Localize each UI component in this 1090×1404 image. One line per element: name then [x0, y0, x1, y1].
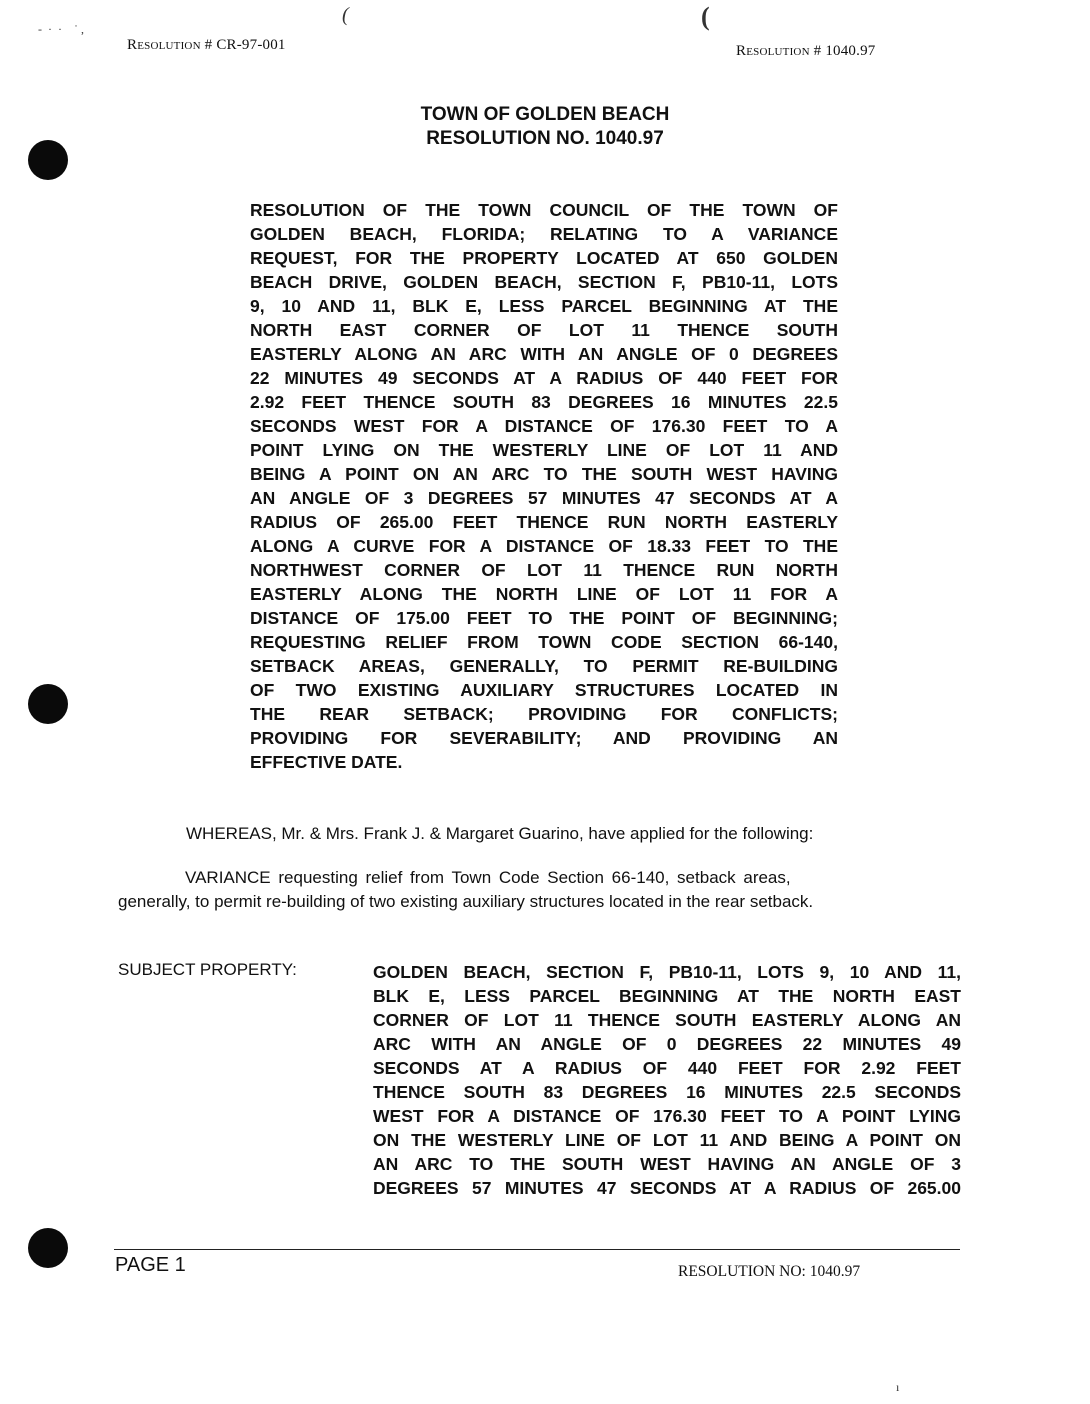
variance-line-2: generally, to permit re-building of two existing auxiliary structures located in the rear setback. [118, 892, 814, 911]
caption-line: THE REAR SETBACK; PROVIDING FOR CONFLICTS; [250, 704, 838, 724]
caption-line: BEING A POINT ON AN ARC TO THE SOUTH WEST HAVING [250, 464, 838, 484]
document-title [330, 103, 760, 151]
caption-line: 9, 10 AND 11, BLK E, LESS PARCEL BEGINNING AT THE [250, 296, 838, 316]
caption-line: EASTERLY ALONG THE NORTH LINE OF LOT 11 FOR A [250, 584, 838, 604]
caption-line: SECONDS WEST FOR A DISTANCE OF 176.30 FEET TO A [250, 416, 838, 436]
caption-line: SETBACK AREAS, GENERALLY, TO PERMIT RE-BUILDING [250, 656, 838, 676]
subject-property-description [373, 960, 961, 1200]
subject-property-line: SECONDS AT A RADIUS OF 440 FEET FOR 2.92 FEET [373, 1058, 961, 1078]
subject-property-line: DEGREES 57 MINUTES 47 SECONDS AT A RADIUS OF 265.00 [373, 1178, 961, 1198]
caption-line: NORTHWEST CORNER OF LOT 11 THENCE RUN NORTH [250, 560, 838, 580]
scan-mark: - · · ˙ , [38, 22, 84, 36]
footer-divider [114, 1249, 960, 1250]
subject-property-line: THENCE SOUTH 83 DEGREES 16 MINUTES 22.5 SECONDS [373, 1082, 961, 1102]
header-left-reference: Resolution # CR-97-001 [127, 37, 286, 53]
caption-line: BEACH DRIVE, GOLDEN BEACH, SECTION F, PB10-11, LOTS [250, 272, 838, 292]
caption-line: RADIUS OF 265.00 FEET THENCE RUN NORTH EASTERLY [250, 512, 838, 532]
header-right-reference: Resolution # 1040.97 [736, 43, 876, 59]
footer-page-number: PAGE 1 [115, 1254, 186, 1276]
caption-line: REQUEST, FOR THE PROPERTY LOCATED AT 650 GOLDEN [250, 248, 838, 268]
subject-property-line: GOLDEN BEACH, SECTION F, PB10-11, LOTS 9, 10 AND 11, [373, 962, 961, 982]
caption-line: EFFECTIVE DATE. [250, 752, 403, 772]
title-line-1: TOWN OF GOLDEN BEACH [420, 104, 670, 125]
caption-line: AN ANGLE OF 3 DEGREES 57 MINUTES 47 SECONDS AT A [250, 488, 838, 508]
subject-property-line: WEST FOR A DISTANCE OF 176.30 FEET TO A POINT LYING [373, 1106, 961, 1126]
caption-line: PROVIDING FOR SEVERABILITY; AND PROVIDING AN [250, 728, 838, 748]
caption-line: RESOLUTION OF THE TOWN COUNCIL OF THE TOWN OF [250, 200, 838, 220]
footer-resolution-number: RESOLUTION NO: 1040.97 [678, 1263, 861, 1280]
scan-mark: ı [896, 1380, 900, 1394]
caption-line: REQUESTING RELIEF FROM TOWN CODE SECTION 66-140, [250, 632, 838, 652]
subject-property-line: ON THE WESTERLY LINE OF LOT 11 AND BEING A POINT ON [373, 1130, 961, 1150]
punch-hole-bottom [28, 1228, 68, 1268]
scan-mark: ( [342, 4, 349, 26]
variance-paragraph [118, 866, 965, 914]
caption-line: EASTERLY ALONG AN ARC WITH AN ANGLE OF 0 DEGREES [250, 344, 838, 364]
scan-mark: ( [701, 2, 710, 31]
resolution-caption [250, 198, 838, 774]
punch-hole-middle [28, 684, 68, 724]
subject-property-line: ARC WITH AN ANGLE OF 0 DEGREES 22 MINUTES 49 [373, 1034, 961, 1054]
caption-line: 2.92 FEET THENCE SOUTH 83 DEGREES 16 MINUTES 22.5 [250, 392, 838, 412]
caption-line: GOLDEN BEACH, FLORIDA; RELATING TO A VARIANCE [250, 224, 838, 244]
subject-property-line: AN ARC TO THE SOUTH WEST HAVING AN ANGLE OF 3 [373, 1154, 961, 1174]
caption-line: NORTH EAST CORNER OF LOT 11 THENCE SOUTH [250, 320, 838, 340]
caption-line: DISTANCE OF 175.00 FEET TO THE POINT OF BEGINNING; [250, 608, 838, 628]
whereas-paragraph: WHEREAS, Mr. & Mrs. Frank J. & Margaret Guarino, have applied for the following: [186, 824, 814, 843]
caption-line: ALONG A CURVE FOR A DISTANCE OF 18.33 FEET TO THE [250, 536, 838, 556]
title-line-2: RESOLUTION NO. 1040.97 [426, 128, 664, 149]
subject-property-line: CORNER OF LOT 11 THENCE SOUTH EASTERLY ALONG AN [373, 1010, 961, 1030]
punch-hole-top [28, 140, 68, 180]
subject-property-line: BLK E, LESS PARCEL BEGINNING AT THE NORTH EAST [373, 986, 961, 1006]
subject-property-label: SUBJECT PROPERTY: [118, 960, 297, 979]
variance-line-1: requesting relief from Town Code Section 66-140, setback areas, [270, 868, 791, 887]
caption-line: OF TWO EXISTING AUXILIARY STRUCTURES LOCATED IN [250, 680, 838, 700]
caption-line: POINT LYING ON THE WESTERLY LINE OF LOT 11 AND [250, 440, 838, 460]
caption-line: 22 MINUTES 49 SECONDS AT A RADIUS OF 440 FEET FOR [250, 368, 838, 388]
variance-label: VARIANCE [185, 868, 271, 887]
